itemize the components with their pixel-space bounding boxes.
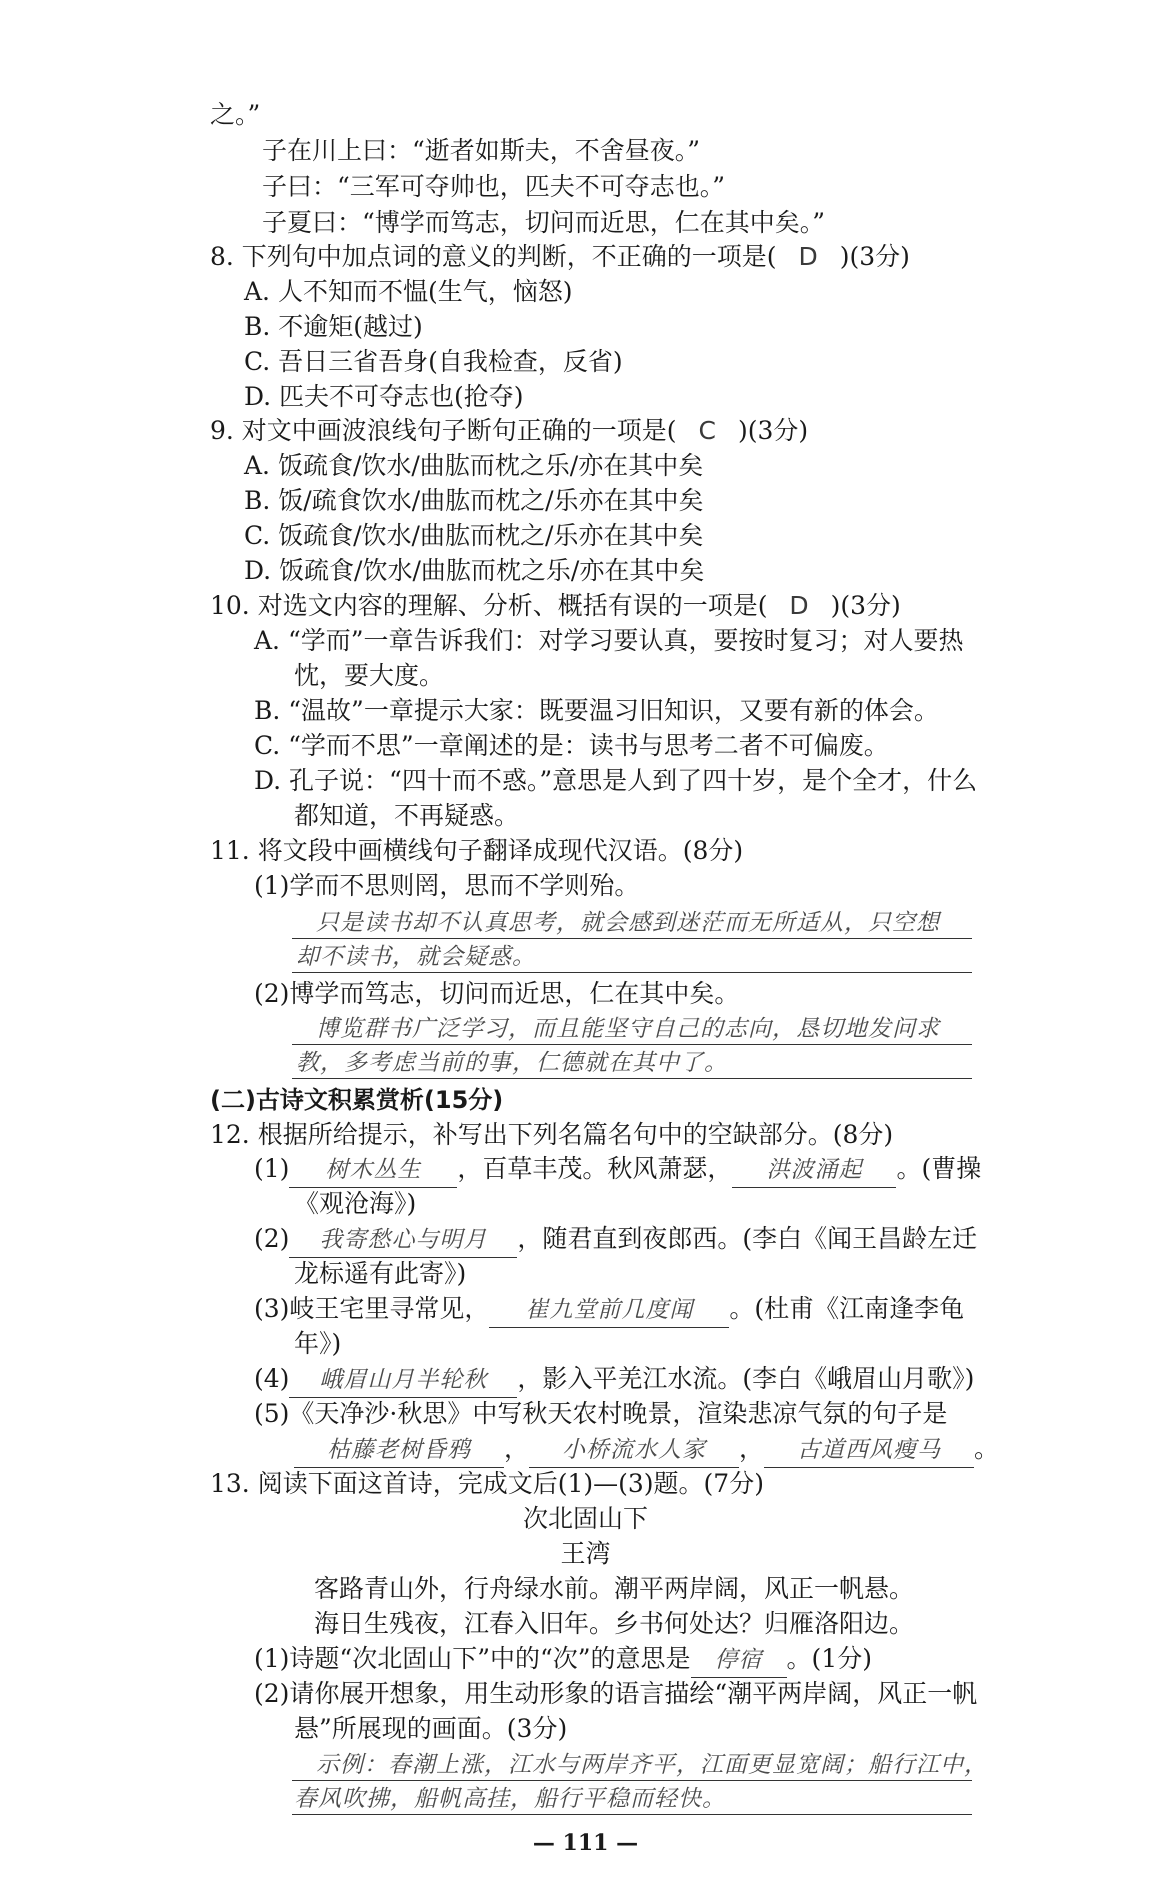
option-a: A. “学而”一章告诉我们：对学习要认真，要按时复习；对人要热 — [254, 626, 964, 655]
item-text: (3)岐王宅里寻常见， — [254, 1294, 490, 1323]
option-b: B. 饭/疏食饮水/曲肱而枕之/乐亦在其中矣 — [244, 486, 704, 515]
handwritten-answer: 却不读书，就会疑惑。 — [296, 944, 536, 970]
fill-blank: 枯藤老树昏鸦 — [294, 1433, 504, 1468]
option-c: C. 饭疏食/饮水/曲肱而枕之/乐亦在其中矣 — [244, 521, 704, 550]
handwritten-answer: 示例：春潮上涨，江水与两岸齐平，江面更显宽阔；船行江中， — [316, 1752, 988, 1778]
item-5: (5)《天净沙·秋思》中写秋天农村晚景，渲染悲凉气氛的句子是 — [254, 1399, 948, 1428]
item-1-source: 《观沧海》) — [294, 1189, 417, 1218]
passage-line: 子在川上曰：“逝者如斯夫，不舍昼夜。” — [262, 136, 701, 165]
question-score: )(3分) — [737, 416, 809, 445]
passage-line: 子夏曰：“博学而笃志，切问而近思，仁在其中矣。” — [262, 208, 826, 237]
punctuation: ， — [504, 1434, 530, 1463]
fill-blank: 树木丛生 — [289, 1153, 457, 1188]
handwritten-answer: 只是读书却不认真思考，就会感到迷茫而无所适从，只空想 — [316, 910, 940, 936]
item-text: 。(曹操 — [896, 1154, 982, 1183]
fill-blank: 我寄愁心与明月 — [289, 1223, 517, 1258]
option-a-cont: 忱，要大度。 — [294, 661, 445, 690]
item-number: (4) — [254, 1364, 290, 1393]
answer-line — [292, 938, 972, 939]
option-d: D. 匹夫不可夺志也(抢夺) — [244, 382, 524, 411]
item-4 — [254, 1362, 974, 1398]
item-text: 。(1分) — [786, 1644, 872, 1673]
sub-question-1: (1)学而不思则罔，思而不学则殆。 — [254, 871, 640, 900]
item-3-source: 年》) — [294, 1329, 342, 1358]
item-text: 。(杜甫《江南逢李龟 — [729, 1294, 965, 1323]
answer-choice: C — [698, 416, 716, 445]
option-d: D. 饭疏食/饮水/曲肱而枕之乐/亦在其中矣 — [244, 556, 705, 585]
item-3 — [254, 1292, 964, 1328]
punctuation: 。 — [974, 1434, 1000, 1463]
option-c: C. “学而不思”一章阐述的是：读书与思考二者不可偏废。 — [254, 731, 889, 760]
punctuation: ， — [739, 1434, 765, 1463]
sub-question-2: (2)请你展开想象，用生动形象的语言描绘“潮平两岸阔，风正一帆 — [254, 1679, 978, 1708]
item-text: (1)诗题“次北固山下”中的“次”的意思是 — [254, 1644, 691, 1673]
question-stem-text: 10. 对选文内容的理解、分析、概括有误的一项是( — [210, 591, 768, 620]
question-score: )(3分) — [830, 591, 901, 620]
option-d: D. 孔子说：“四十而不惑。”意思是人到了四十岁，是个全才，什么 — [254, 766, 978, 795]
fill-blank: 崔九堂前几度闻 — [489, 1293, 729, 1328]
fill-blank: 峨眉山月半轮秋 — [289, 1363, 517, 1398]
passage-line: 之。” — [210, 100, 261, 129]
question-8-stem — [210, 240, 910, 274]
question-11-stem: 11. 将文段中画横线句子翻译成现代汉语。(8分) — [210, 836, 744, 865]
item-1 — [254, 1152, 981, 1188]
handwritten-answer: 教，多考虑当前的事，仁德就在其中了。 — [296, 1050, 728, 1076]
fill-blank: 古道西风瘦马 — [764, 1433, 974, 1468]
sub-question-2-cont: 悬”所展现的画面。(3分) — [294, 1714, 568, 1743]
answer-line — [292, 972, 972, 973]
option-a: A. 人不知而不愠(生气，恼怒) — [244, 277, 573, 306]
question-9-stem — [210, 414, 808, 448]
option-b: B. “温故”一章提示大家：既要温习旧知识，又要有新的体会。 — [254, 696, 939, 725]
answer-choice: D — [798, 242, 818, 271]
option-b: B. 不逾矩(越过) — [244, 312, 423, 341]
item-text: ，影入平羌江水流。(李白《峨眉山月歌》) — [517, 1364, 975, 1393]
question-stem-text: 9. 对文中画波浪线句子断句正确的一项是( — [210, 416, 677, 445]
answer-line — [292, 1780, 972, 1781]
handwritten-answer: 春风吹拂，船帆高挂，船行平稳而轻快。 — [294, 1786, 726, 1812]
item-5-answers — [294, 1432, 999, 1468]
question-13-stem: 13. 阅读下面这首诗，完成文后(1)—(3)题。(7分) — [210, 1469, 764, 1498]
poem-author: 王湾 — [560, 1539, 611, 1568]
option-a: A. 饭疏食/饮水/曲肱而枕之乐/亦在其中矣 — [244, 451, 704, 480]
item-text: ，随君直到夜郎西。(李白《闻王昌龄左迁 — [517, 1224, 978, 1253]
option-c: C. 吾日三省吾身(自我检查，反省) — [244, 347, 623, 376]
question-12-stem: 12. 根据所给提示，补写出下列名篇名句中的空缺部分。(8分) — [210, 1120, 894, 1149]
item-2-source: 龙标遥有此寄》) — [294, 1259, 467, 1288]
sub-question-2: (2)博学而笃志，切问而近思，仁在其中矣。 — [254, 979, 740, 1008]
fill-blank: 停宿 — [691, 1643, 787, 1678]
question-score: )(3分) — [839, 242, 910, 271]
answer-line — [292, 1044, 972, 1045]
question-stem-text: 8. 下列句中加点词的意义的判断，不正确的一项是( — [210, 242, 777, 271]
page-number: — 111 — — [532, 1830, 639, 1856]
item-text: ，百草丰茂。秋风萧瑟， — [457, 1154, 733, 1183]
answer-choice: D — [789, 591, 809, 620]
poem-line: 客路青山外，行舟绿水前。潮平两岸阔，风正一帆悬。 — [314, 1574, 915, 1603]
item-number: (2) — [254, 1224, 290, 1253]
answer-line — [292, 1814, 972, 1815]
fill-blank: 洪波涌起 — [732, 1153, 896, 1188]
fill-blank: 小桥流水人家 — [529, 1433, 739, 1468]
handwritten-answer: 博览群书广泛学习，而且能坚守自己的志向，恳切地发问求 — [316, 1016, 940, 1042]
passage-line: 子曰：“三军可夺帅也，匹夫不可夺志也。” — [262, 172, 726, 201]
answer-line — [292, 1078, 972, 1079]
item-2 — [254, 1222, 977, 1258]
poem-line: 海日生残夜，江春入旧年。乡书何处达？归雁洛阳边。 — [314, 1609, 915, 1638]
poem-title: 次北固山下 — [522, 1504, 648, 1533]
sub-question-1 — [254, 1642, 872, 1678]
item-number: (1) — [254, 1154, 290, 1183]
option-d-cont: 都知道，不再疑惑。 — [294, 801, 520, 830]
section-heading: (二)古诗文积累赏析(15分) — [210, 1086, 504, 1114]
question-10-stem — [210, 589, 901, 623]
